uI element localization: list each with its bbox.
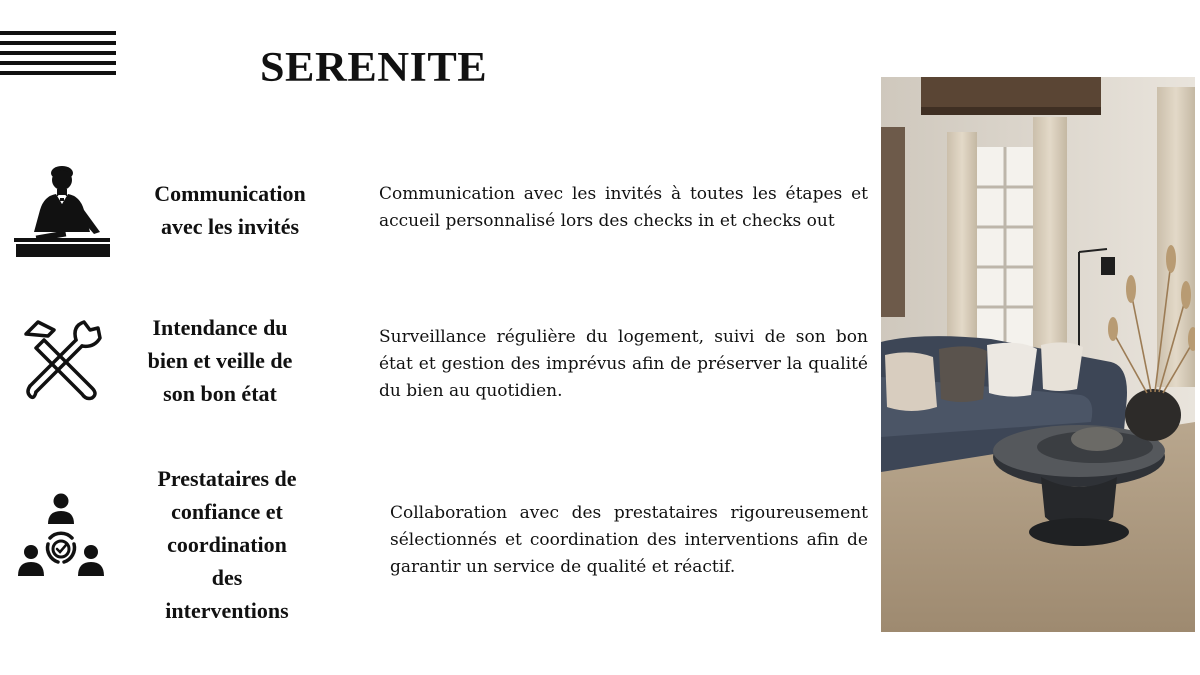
living-room-photo xyxy=(881,77,1195,632)
heading-communication xyxy=(140,177,320,243)
description-prestataires: Collaboration avec des prestataires rigoureusement sélectionnés et coordination des interventions afin de garantir un service de qualité et réactif. xyxy=(390,503,868,577)
heading-line: interventions xyxy=(165,598,289,623)
heading-line: son bon état xyxy=(163,381,277,406)
heading-intendance xyxy=(130,311,310,410)
description-intendance: Surveillance régulière du logement, suivi de son bon état et gestion des imprévus afin de préserver la qualité du bien au quotidien. xyxy=(379,327,868,401)
heading-line: des xyxy=(211,565,243,590)
page-title: SERENITE xyxy=(260,45,488,91)
heading-line: confiance et xyxy=(171,499,283,524)
heading-line: Communication xyxy=(154,181,306,206)
heading-line: coordination xyxy=(167,532,287,557)
heading-line: avec les invités xyxy=(160,214,300,239)
description-communication: Communication avec les invités à toutes les étapes et accueil personnalisé lors des checks in et checks out xyxy=(379,184,868,231)
heading-line: Intendance du xyxy=(152,315,288,340)
hammer-wrench-icon xyxy=(20,316,106,402)
heading-line: bien et veille de xyxy=(147,348,293,373)
heading-prestataires xyxy=(136,462,318,627)
team-network-icon xyxy=(16,492,106,578)
heading-line: Prestataires de xyxy=(157,466,297,491)
host-at-desk-icon xyxy=(14,160,112,260)
decorative-stripes xyxy=(0,31,116,77)
